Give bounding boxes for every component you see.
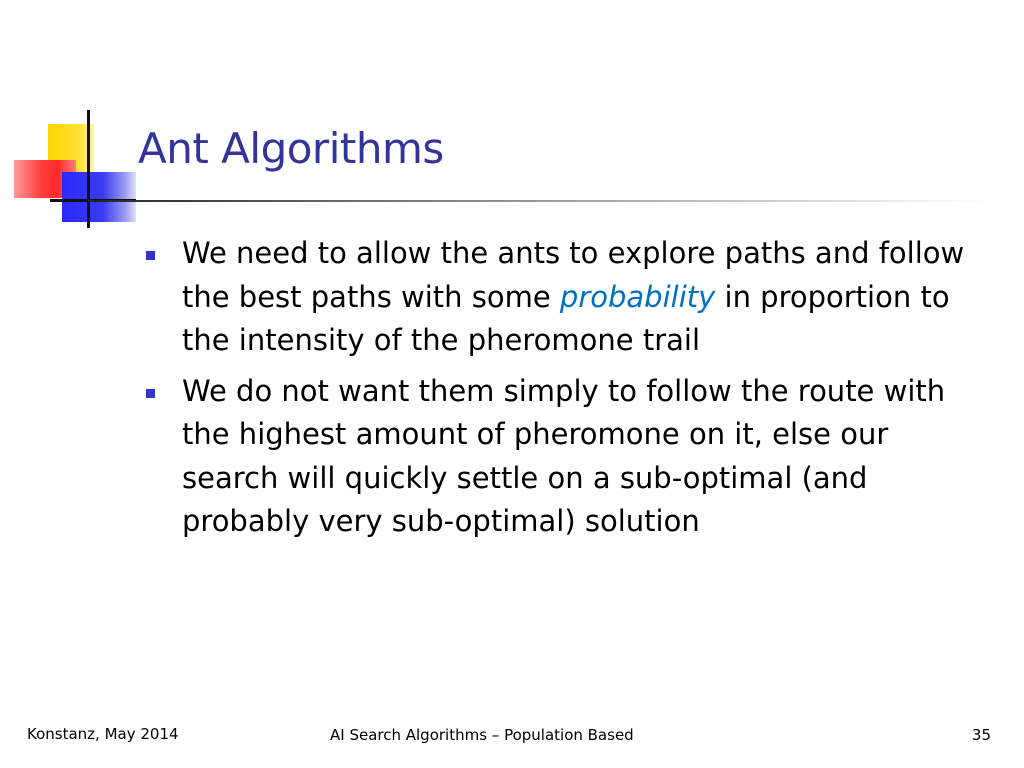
slide-title: Ant Algorithms	[138, 124, 444, 173]
bullet-text: We do not want them simply to follow the route with the highest amount of pheromone on it, else our search will quickly settle on a sub-optimal (and probably very sub-optimal) solution	[182, 373, 946, 538]
bullet-square-icon	[146, 251, 155, 260]
logo-vertical-line	[87, 110, 90, 228]
bullet-item	[146, 232, 986, 363]
bullet-text-part: We need to allow the ants to explore paths and follow the best paths with some	[182, 236, 965, 314]
bullet-list	[146, 232, 986, 551]
title-underline	[88, 200, 988, 202]
slide-number: 35	[971, 726, 991, 744]
blue-square	[62, 172, 136, 222]
footer-presentation-title: AI Search Algorithms – Population Based	[330, 726, 634, 744]
bullet-item	[146, 370, 986, 544]
stacked-squares-logo-icon	[0, 0, 160, 240]
bullet-square-icon	[146, 389, 155, 398]
emphasized-word: probability	[559, 279, 716, 314]
bullet-text-part: in proportion to the intensity of the pheromone trail	[182, 279, 950, 357]
footer-location-date: Konstanz, May 2014	[27, 725, 179, 743]
